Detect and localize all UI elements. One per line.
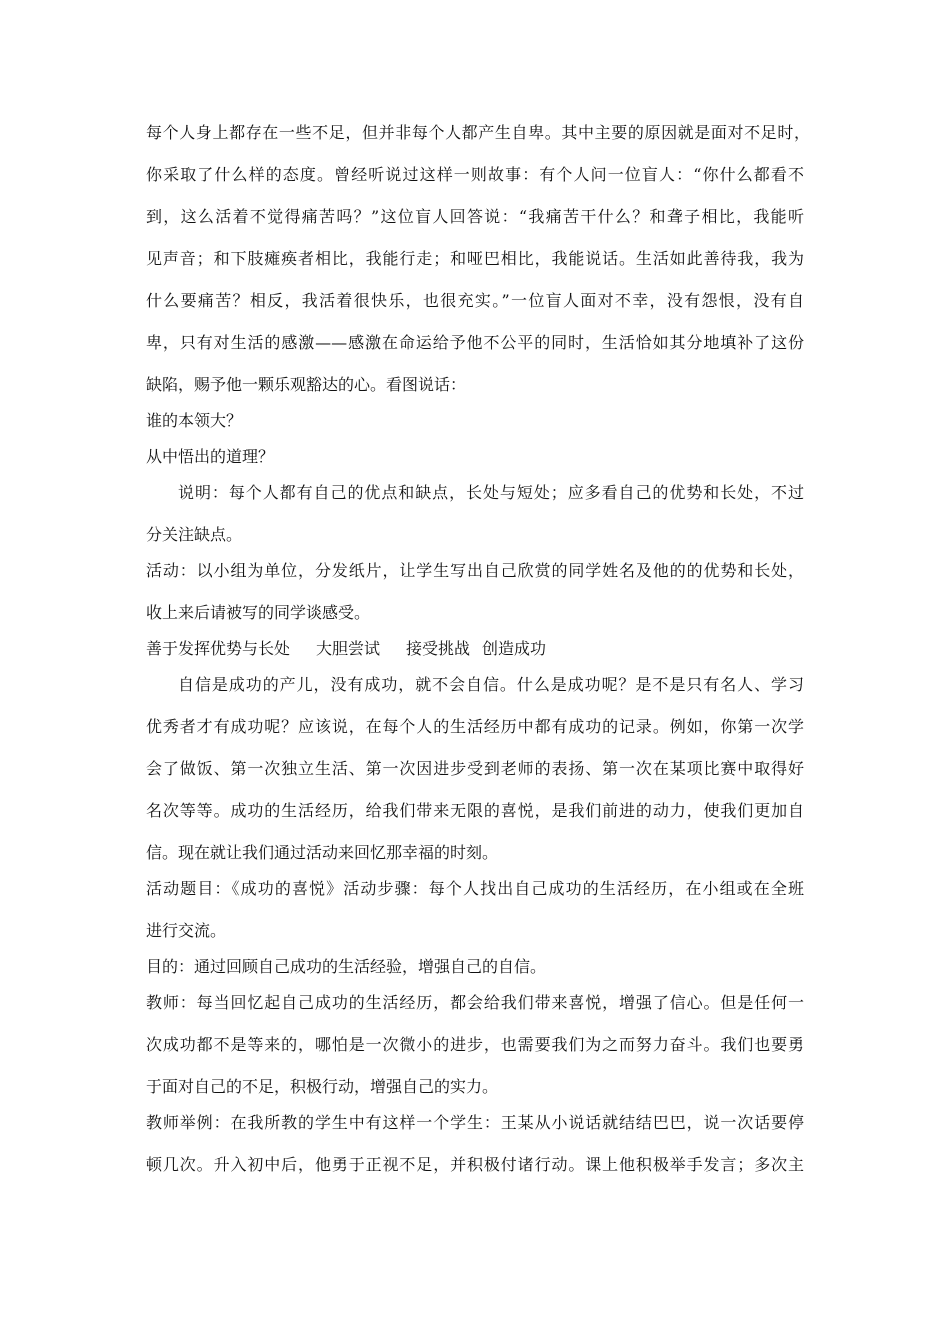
text-line: 说明：每个人都有自己的优点和缺点，长处与短处；应多看自己的优势和长处，不过 xyxy=(178,483,804,502)
text-line: 见声音；和下肢瘫痪者相比，我能行走；和哑巴相比，我能说话。生活如此善待我，我为 xyxy=(146,249,804,268)
text-line: 优秀者才有成功呢？应该说，在每个人的生活经历中都有成功的记录。例如，你第一次学 xyxy=(146,717,804,736)
text-line: 教师：每当回忆起自己成功的生活经历，都会给我们带来喜悦，增强了信心。但是任何一 xyxy=(146,993,804,1012)
text-line: 会了做饭、第一次独立生活、第一次因进步受到老师的表扬、第一次在某项比赛中取得好 xyxy=(146,759,804,778)
heading-item: 创造成功 xyxy=(482,639,547,658)
text-line: 名次等等。成功的生活经历，给我们带来无限的喜悦，是我们前进的动力，使我们更加自 xyxy=(146,801,804,820)
text-line: 分关注缺点。 xyxy=(146,525,243,544)
text-line: 教师举例：在我所教的学生中有这样一个学生：王某从小说话就结结巴巴，说一次话要停 xyxy=(146,1113,804,1132)
text-line: 每个人身上都存在一些不足，但并非每个人都产生自卑。其中主要的原因就是面对不足时， xyxy=(146,123,810,142)
heading-item: 接受挑战 xyxy=(406,639,471,658)
heading-item: 善于发挥优势与长处 xyxy=(146,639,291,658)
heading-item: 大胆尝试 xyxy=(316,639,381,658)
text-line: 活动题目：《成功的喜悦》活动步骤：每个人找出自己成功的生活经历，在小组或在全班 xyxy=(146,879,804,898)
text-line: 顿几次。升入初中后，他勇于正视不足，并积极付诸行动。课上他积极举手发言；多次主 xyxy=(146,1155,804,1174)
text-line: 自信是成功的产儿，没有成功，就不会自信。什么是成功呢？是不是只有名人、学习 xyxy=(178,675,804,694)
question-who-is-capable: 谁的本领大？ xyxy=(146,411,243,430)
text-line: 次成功都不是等来的，哪怕是一次微小的进步，也需要我们为之而努力奋斗。我们也要勇 xyxy=(146,1035,804,1054)
text-line: 你采取了什么样的态度。曾经听说过这样一则故事：有个人问一位盲人：“你什么都看不 xyxy=(146,165,804,184)
section-heading xyxy=(146,638,546,659)
text-line: 到，这么活着不觉得痛苦吗？”这位盲人回答说：“我痛苦干什么？和聋子相比，我能听 xyxy=(146,207,804,226)
text-line: 活动：以小组为单位，分发纸片，让学生写出自己欣赏的同学姓名及他的的优势和长处， xyxy=(146,561,804,580)
text-line: 于面对自己的不足，积极行动，增强自己的实力。 xyxy=(146,1077,499,1096)
text-line: 卑，只有对生活的感激——感激在命运给予他不公平的同时，生活恰如其分地填补了这份 xyxy=(146,333,804,352)
text-line: 进行交流。 xyxy=(146,921,227,940)
text-line: 信。现在就让我们通过活动来回忆那幸福的时刻。 xyxy=(146,843,499,862)
purpose-line: 目的：通过回顾自己成功的生活经验，增强自己的自信。 xyxy=(146,957,547,976)
text-line: 什么要痛苦？相反，我活着很快乐，也很充实。”一位盲人面对不幸，没有怨恨，没有自 xyxy=(146,291,804,310)
text-line: 缺陷，赐予他一颗乐观豁达的心。看图说话： xyxy=(146,375,467,394)
text-line: 收上来后请被写的同学谈感受。 xyxy=(146,603,371,622)
question-lesson-learned: 从中悟出的道理？ xyxy=(146,447,275,466)
